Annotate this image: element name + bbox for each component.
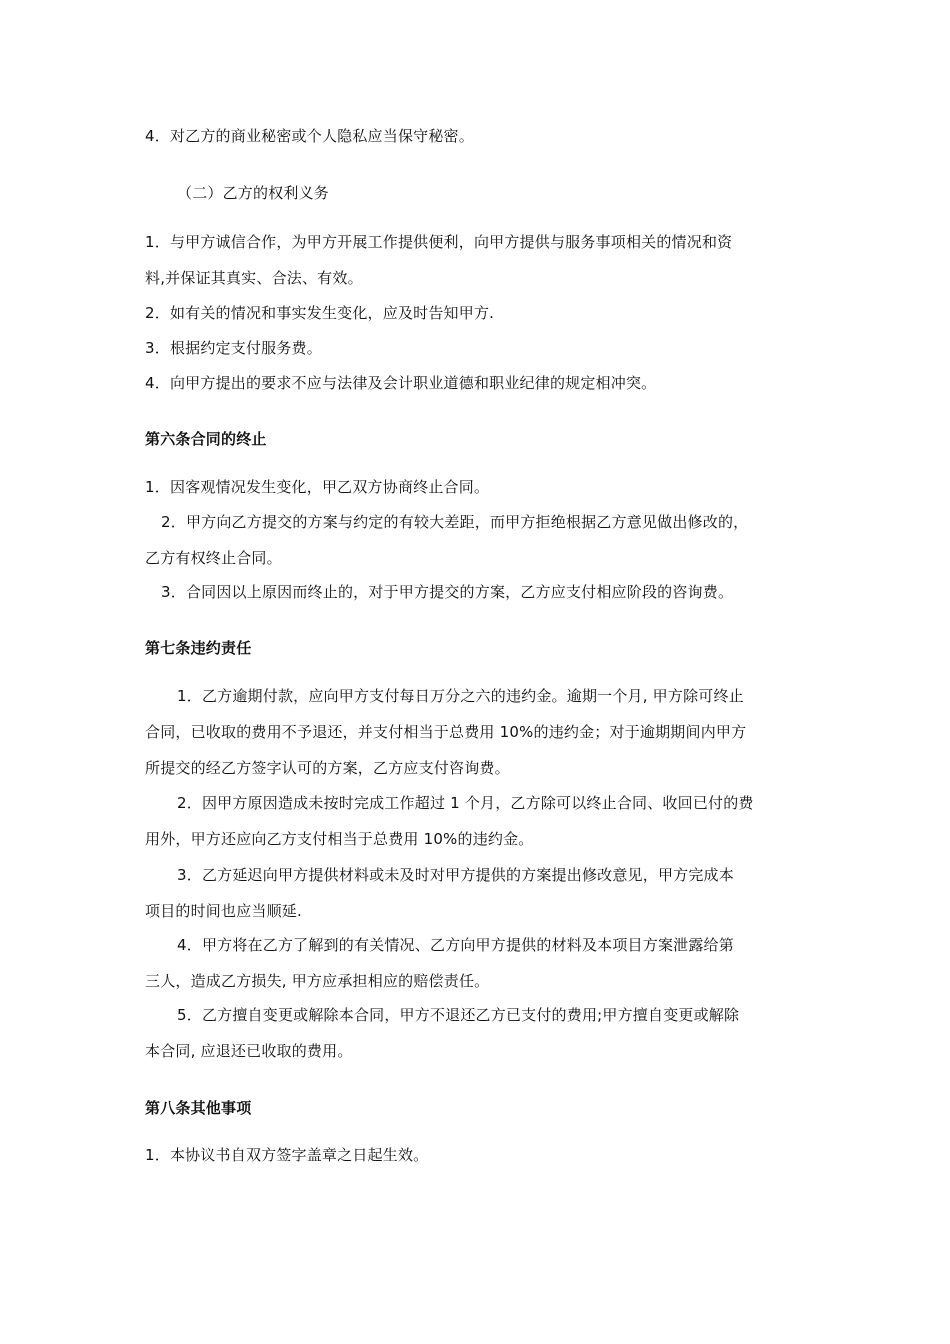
article-6-title: 第六条合同的终止 — [145, 430, 267, 448]
paragraph-a-item-4: 4．对乙方的商业秘密或个人隐私应当保守秘密。 — [145, 127, 474, 145]
article-7-item-2-line-2: 用外，甲方还应向乙方支付相当于总费用 10%的违约金。 — [145, 830, 534, 848]
section-b-item-3: 3．根据约定支付服务费。 — [145, 339, 322, 357]
article-8-item-1: 1．本协议书自双方签字盖章之日起生效。 — [145, 1146, 429, 1164]
section-b-item-4: 4．向甲方提出的要求不应与法律及会计职业道德和职业纪律的规定相冲突。 — [145, 374, 657, 392]
article-7-item-3-line-2: 项目的时间也应当顺延. — [145, 902, 302, 920]
section-b-item-1-line-1: 1．与甲方诚信合作，为甲方开展工作提供便利，向甲方提供与服务事项相关的情况和资 — [145, 233, 733, 251]
article-7-item-1-line-1: 1．乙方逾期付款，应向甲方支付每日万分之六的违约金。逾期一个月, 甲方除可终止 — [177, 687, 744, 705]
section-b-item-2: 2．如有关的情况和事实发生变化，应及时告知甲方. — [145, 304, 495, 322]
article-7-item-2-line-1: 2．因甲方原因造成未按时完成工作超过 1 个月，乙方除可以终止合同、收回已付的费 — [177, 794, 754, 812]
article-7-item-3-line-1: 3．乙方延迟向甲方提供材料或未及时对甲方提供的方案提出修改意见，甲方完成本 — [177, 866, 734, 884]
article-6-item-1: 1．因客观情况发生变化，甲乙双方协商终止合同。 — [145, 478, 490, 496]
article-7-item-5-line-2: 本合同, 应退还已收取的费用。 — [145, 1042, 353, 1060]
article-8-title: 第八条其他事项 — [145, 1099, 252, 1117]
section-b-item-1-line-2: 料,并保证其真实、合法、有效。 — [145, 269, 363, 287]
article-7-item-1-line-2: 合同，已收取的费用不予退还，并支付相当于总费用 10%的违约金；对于逾期期间内甲方 — [145, 723, 747, 741]
article-7-item-4-line-1: 4．甲方将在乙方了解到的有关情况、乙方向甲方提供的材料及本项目方案泄露给第 — [177, 936, 734, 954]
article-7-item-1-line-3: 所提交的经乙方签字认可的方案，乙方应支付咨询费。 — [145, 759, 510, 777]
article-7-item-5-line-1: 5．乙方擅自变更或解除本合同，甲方不退还乙方已支付的费用;甲方擅自变更或解除 — [177, 1006, 740, 1024]
article-6-item-2-line-1: 2．甲方向乙方提交的方案与约定的有较大差距，而甲方拒绝根据乙方意见做出修改的， — [161, 513, 749, 531]
article-7-item-4-line-2: 三人，造成乙方损失, 甲方应承担相应的赔偿责任。 — [145, 972, 490, 990]
article-6-item-3: 3．合同因以上原因而终止的，对于甲方提交的方案，乙方应支付相应阶段的咨询费。 — [161, 583, 734, 601]
article-6-item-2-line-2: 乙方有权终止合同。 — [145, 549, 282, 567]
section-b-title: （二）乙方的权利义务 — [177, 184, 330, 202]
article-7-title: 第七条违约责任 — [145, 639, 252, 657]
